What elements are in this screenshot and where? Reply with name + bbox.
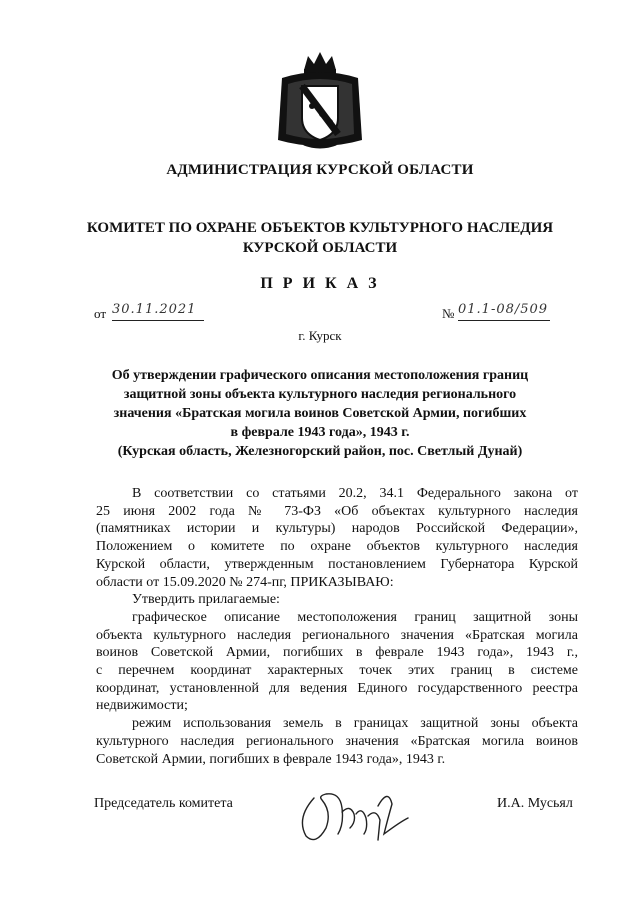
city: г. Курск	[298, 328, 342, 343]
text-line: В соответствии со статьями 20.2, 34.1 Федерального закона от	[132, 486, 578, 501]
text-line: области от 15.09.2020 № 274-пг, ПРИКАЗЫВАЮ:	[96, 574, 394, 590]
text-line: графическое описание местоположения границ защитной зоны	[132, 609, 578, 625]
paragraph-land-use-regime	[96, 715, 578, 768]
text-line: Положением о комитете по охране объектов культурного наследия	[96, 539, 578, 555]
paragraph-graphic-description	[96, 609, 578, 715]
committee-heading-line: КОМИТЕТ ПО ОХРАНЕ ОБЪЕКТОВ КУЛЬТУРНОГО НАСЛЕДИЯ	[86, 220, 554, 236]
signatory-name: И.А. Мусьял	[497, 796, 573, 811]
number-value: 01.1-08/509	[458, 302, 550, 321]
coat-of-arms-icon	[274, 48, 366, 152]
title-line: (Курская область, Железногорский район, пос. Светлый Дунай)	[117, 444, 523, 459]
number-label: №	[442, 306, 455, 321]
document-title	[90, 366, 550, 461]
text-line: воинов Советской Армии, погибших в феврале 1943 года», 1943 г.,	[96, 645, 578, 661]
title-line: значения «Братская могила воинов Советской Армии, погибших	[113, 406, 527, 421]
text-line: Советской Армии, погибших в феврале 1943 года», 1943 г.	[96, 751, 446, 767]
date-label: от	[94, 306, 107, 321]
handwritten-signature	[292, 778, 412, 848]
text-line: режим использования земель в границах защитной зоны объекта	[132, 716, 578, 732]
committee-heading-line: КУРСКОЙ ОБЛАСТИ	[242, 240, 398, 256]
title-line: Об утверждении графического описания местоположения границ	[111, 368, 529, 383]
paragraph-basis	[96, 485, 578, 591]
committee-heading	[60, 218, 580, 258]
date-value: 30.11.2021	[112, 302, 204, 321]
text-line: культурного наследия регионального значения «Братская могила воинов	[96, 733, 578, 749]
text-line: (памятниках истории и культуры) народов Российской Федерации»,	[96, 521, 578, 537]
document-type: П Р И К А З	[260, 275, 380, 292]
text-line: с перечнем координат характерных точек этих границ в системе	[96, 663, 578, 679]
paragraph-approve	[96, 591, 578, 609]
administration-heading: АДМИНИСТРАЦИЯ КУРСКОЙ ОБЛАСТИ	[166, 162, 474, 178]
document-body	[96, 485, 578, 768]
text-line: 25 июня 2002 года № 73-ФЗ «Об объектах культурного наследия	[96, 503, 578, 519]
text-line: Утвердить прилагаемые:	[132, 592, 280, 608]
text-line: объекта культурного наследия регионального значения «Братская могила	[96, 627, 578, 643]
text-line: недвижимости;	[96, 698, 188, 714]
title-line: защитной зоны объекта культурного наследия регионального	[123, 387, 517, 402]
signatory-position: Председатель комитета	[94, 796, 233, 811]
text-line: Курской области, утвержденным постановлением Губернатора Курской	[96, 556, 578, 572]
text-line: координат, установленной для ведения Единого государственного реестра	[96, 680, 578, 696]
title-line: в феврале 1943 года», 1943 г.	[230, 425, 410, 440]
